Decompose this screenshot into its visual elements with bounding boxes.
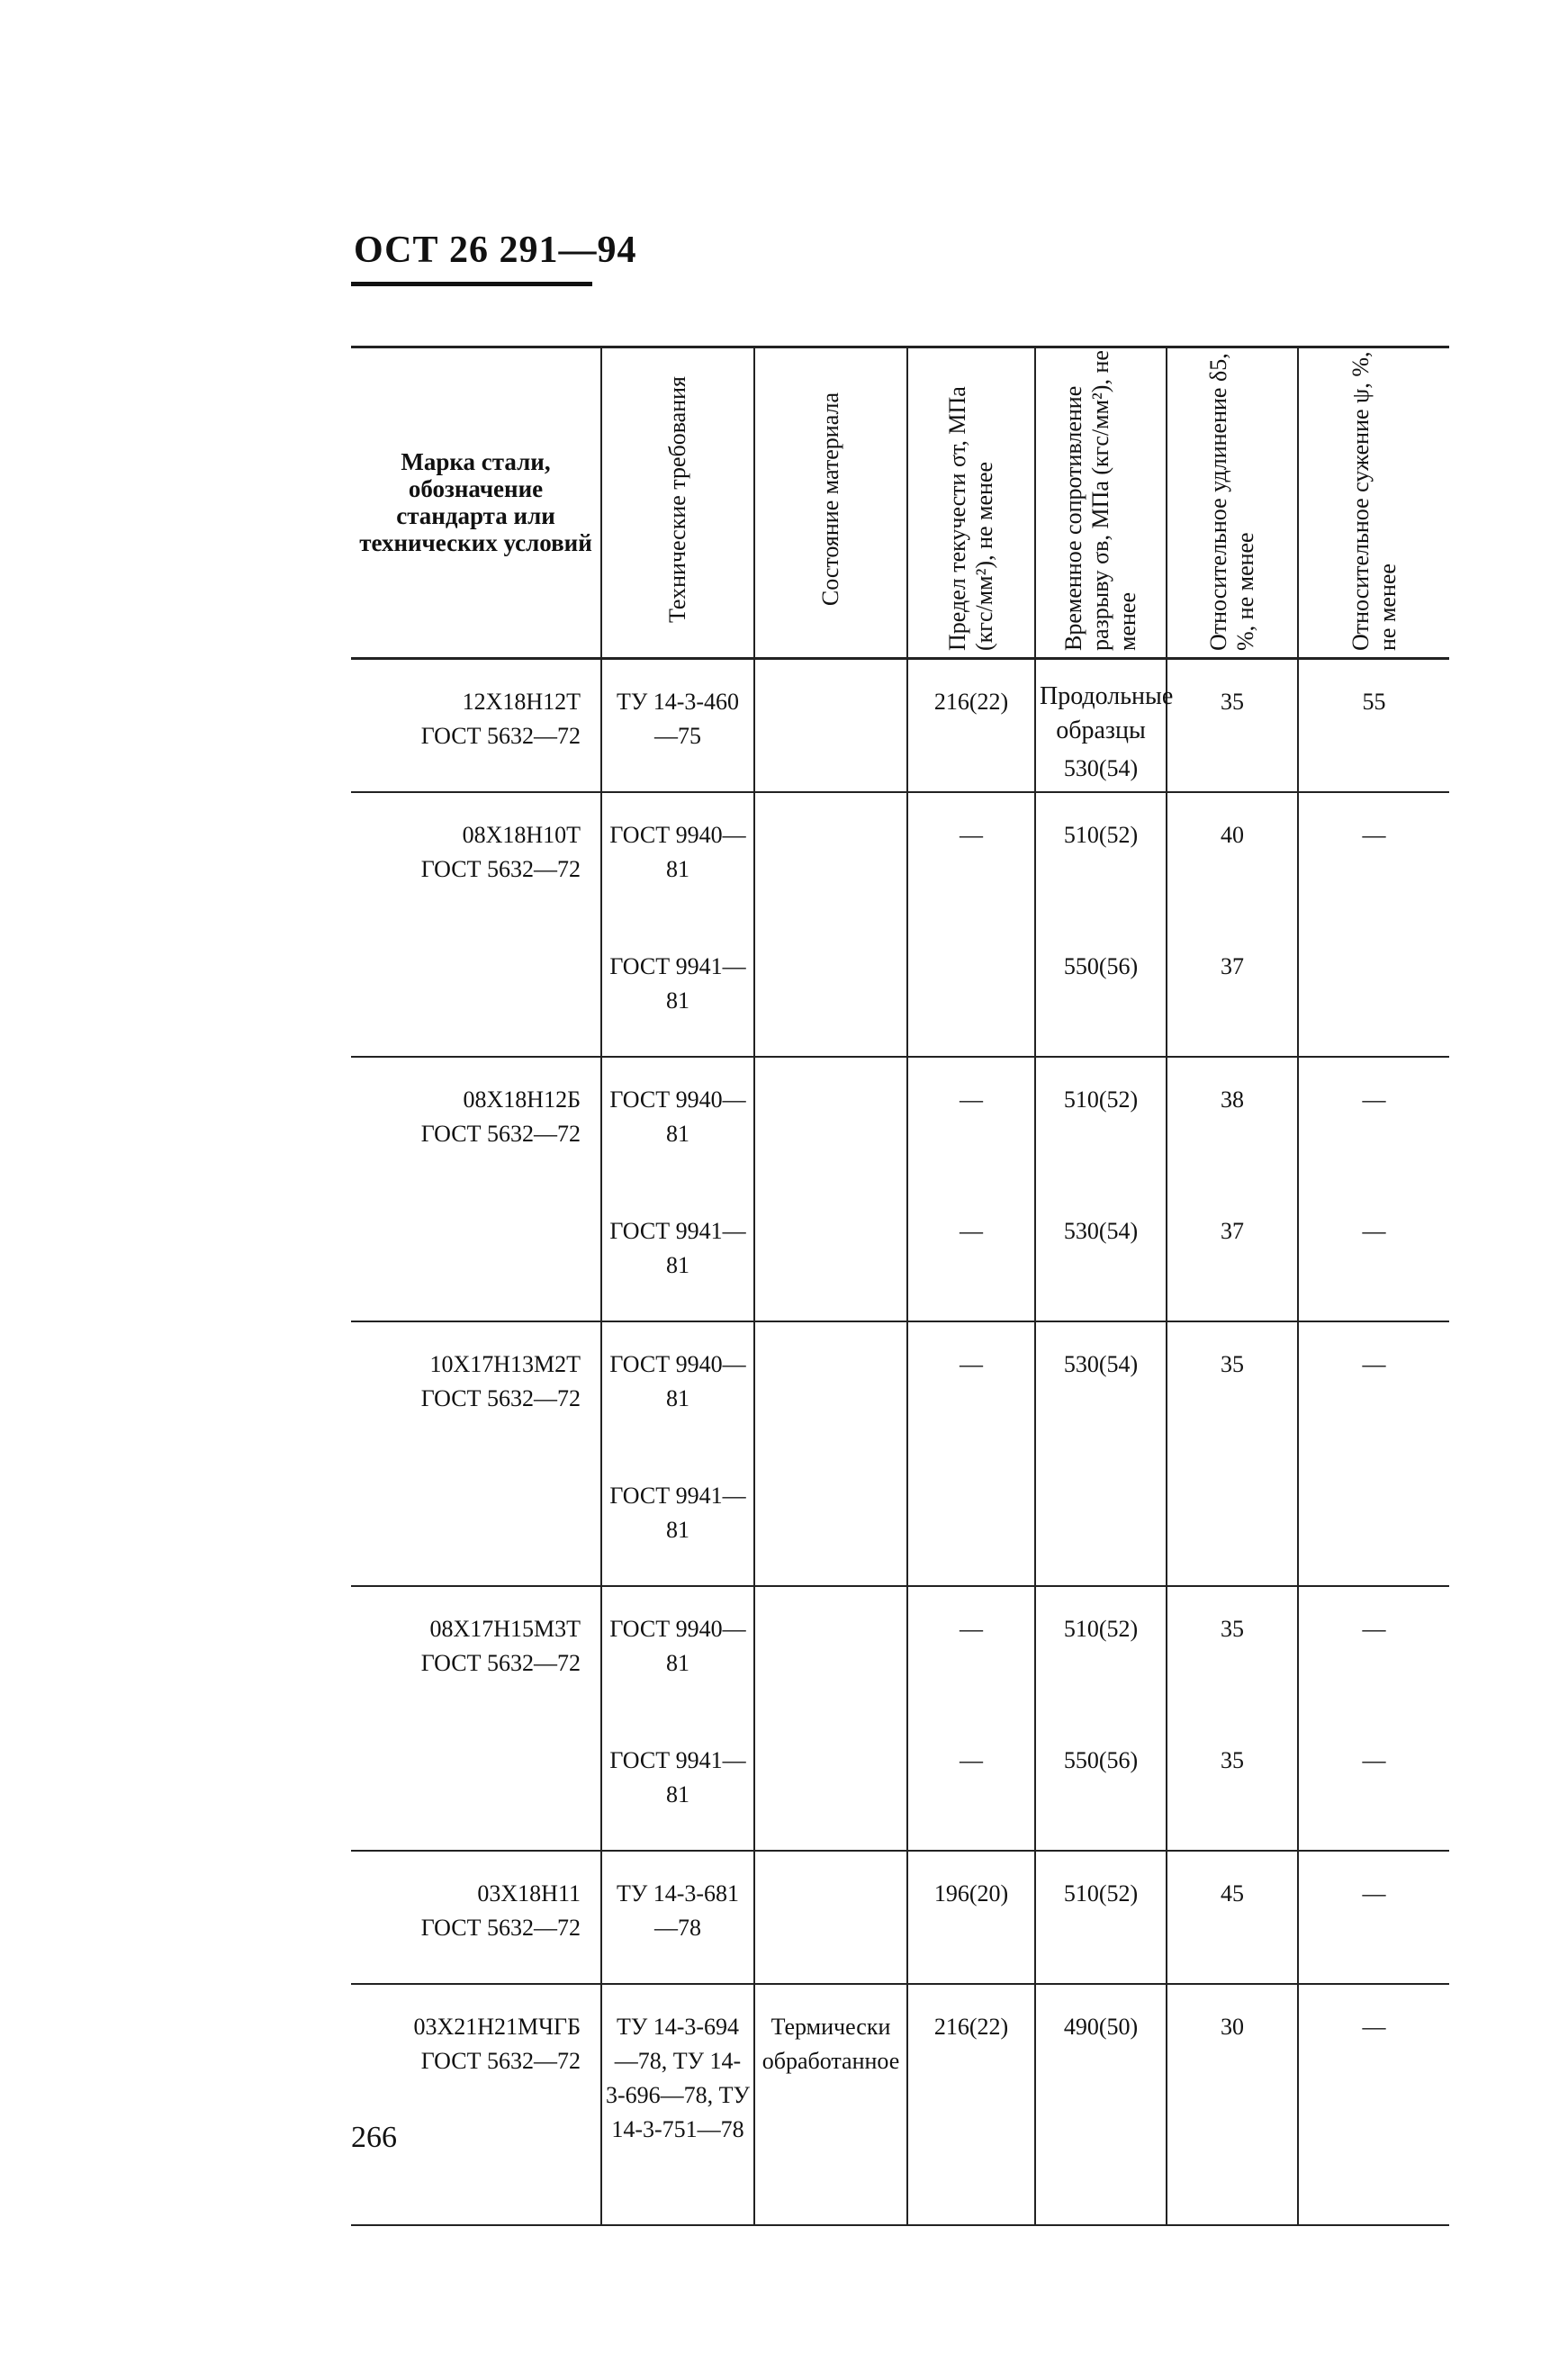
steel-grade: 03Х21Н21МЧГБ [413,2014,581,2040]
material-state-cell [754,792,907,924]
yield-strength-cell [907,1851,1035,1984]
grade-standard: ГОСТ 5632—72 [420,1121,581,1147]
material-state-cell [754,1189,907,1321]
grade-standard: ГОСТ 5632—72 [420,856,581,882]
grade-cell [351,1189,601,1321]
reduction-cell-value: — [1362,1747,1386,1773]
reduction-cell [1298,1321,1449,1454]
reduction-cell-value: — [1362,1351,1386,1377]
tensile-strength-cell-value: 530(54) [1063,1351,1139,1377]
tensile-strength-cell-value: 510(52) [1063,822,1139,848]
yield-strength-cell-value: — [960,822,983,848]
elongation-cell-value: 37 [1221,953,1244,979]
reduction-cell-value: — [1362,1616,1386,1642]
yield-strength-cell-value: — [960,1747,983,1773]
grade-cell [351,1586,601,1718]
table-row [351,792,1449,924]
tech-requirements-cell [601,792,754,924]
yield-strength-cell-value: — [960,1616,983,1642]
grade-standard: ГОСТ 5632—72 [420,1650,581,1676]
table-row [351,1321,1449,1454]
tech-requirements-cell-value: ГОСТ 9940—81 [609,1086,746,1147]
material-state-cell [754,1586,907,1718]
tensile-strength-cell [1035,1057,1167,1189]
yield-strength-cell [907,659,1035,793]
tech-requirements-cell-value: ГОСТ 9941—81 [609,1747,746,1808]
longitudinal-samples-label: Продольные образцы [1040,682,1174,744]
reduction-cell-value: — [1362,1086,1386,1113]
column-header-reduction: Относительное сужение ψ, %, не менее [1298,347,1449,659]
page-number: 266 [351,2121,397,2154]
tensile-strength-cell [1035,792,1167,924]
elongation-cell-value: 35 [1221,1351,1244,1377]
table-row [351,1984,1449,2225]
tensile-strength-cell-value: 550(56) [1063,953,1139,979]
column-header-material-state: Состояние материала [754,347,907,659]
elongation-cell [1167,792,1298,924]
tensile-strength-cell [1035,1454,1167,1586]
material-state-cell-value: Термически обработанное [761,2014,900,2074]
grade-cell [351,1454,601,1586]
grade-cell [351,1718,601,1851]
steel-grade: 08Х18Н12Б [463,1086,581,1113]
elongation-cell [1167,1586,1298,1718]
tensile-strength-cell-value: 530(54) [1063,1218,1139,1244]
steel-grade: 12Х18Н12Т [462,689,581,715]
reduction-cell-value: 55 [1362,689,1386,715]
tensile-strength-cell [1035,1189,1167,1321]
tech-requirements-cell [601,659,754,793]
table-header-row [351,347,1449,659]
table-row [351,659,1449,793]
yield-strength-cell-value: — [960,1218,983,1244]
elongation-cell-value: 35 [1221,1747,1244,1773]
elongation-cell-value: 45 [1221,1880,1244,1907]
material-state-cell [754,1321,907,1454]
yield-strength-cell [907,792,1035,924]
column-header-grade: Марка стали, обозначение стандарта или технических условий [351,347,601,659]
tech-requirements-cell [601,1851,754,1984]
tech-requirements-cell-value: ГОСТ 9941—81 [609,953,746,1014]
yield-strength-cell [907,1189,1035,1321]
yield-strength-cell-value: 216(22) [933,2014,1009,2040]
tech-requirements-cell-value: ТУ 14-3-681—78 [616,1880,740,1941]
material-state-cell [754,1851,907,1984]
yield-strength-cell-value: 196(20) [933,1880,1009,1907]
elongation-cell [1167,1321,1298,1454]
material-state-cell [754,1454,907,1586]
reduction-cell-value: — [1362,822,1386,848]
tech-requirements-cell-value: ТУ 14-3-460—75 [616,689,740,749]
tensile-strength-cell-value: 490(50) [1063,2014,1139,2040]
table-row [351,1057,1449,1189]
steel-properties-table [351,346,1449,2226]
tech-requirements-cell-value: ГОСТ 9940—81 [609,1616,746,1676]
yield-strength-cell-value: 216(22) [933,689,1009,715]
yield-strength-cell-value: — [960,1351,983,1377]
steel-grade: 10Х17Н13М2Т [429,1351,581,1377]
reduction-cell [1298,924,1449,1057]
tech-requirements-cell-value: ГОСТ 9941—81 [609,1218,746,1278]
reduction-cell [1298,1984,1449,2225]
tech-requirements-cell [601,1454,754,1586]
grade-cell [351,792,601,924]
tensile-strength-cell [1035,1321,1167,1454]
tech-requirements-cell-value: ГОСТ 9941—81 [609,1483,746,1543]
reduction-cell [1298,1586,1449,1718]
tensile-strength-cell [1035,924,1167,1057]
grade-cell [351,1057,601,1189]
tensile-strength-cell-value: 510(52) [1063,1616,1139,1642]
reduction-cell [1298,1718,1449,1851]
tech-requirements-cell [601,1321,754,1454]
elongation-cell [1167,1718,1298,1851]
table-row [351,1586,1449,1718]
elongation-cell [1167,1189,1298,1321]
yield-strength-cell-value: — [960,1086,983,1113]
tensile-strength-cell [1035,659,1174,793]
steel-grade: 03Х18Н11 [477,1880,581,1907]
elongation-cell-value: 35 [1221,1616,1244,1642]
reduction-cell-value: — [1362,1218,1386,1244]
grade-cell [351,1321,601,1454]
tensile-strength-cell [1035,1718,1167,1851]
tech-requirements-cell [601,1984,754,2225]
tech-requirements-cell [601,1189,754,1321]
elongation-cell [1167,659,1298,793]
tech-requirements-cell-value: ГОСТ 9940—81 [609,1351,746,1411]
grade-standard: ГОСТ 5632—72 [420,1385,581,1411]
tech-requirements-cell [601,1586,754,1718]
reduction-cell-value: — [1362,1880,1386,1907]
material-state-cell [754,1057,907,1189]
tensile-strength-cell-value: 510(52) [1063,1880,1139,1907]
reduction-cell [1298,1057,1449,1189]
elongation-cell [1167,1851,1298,1984]
elongation-cell-value: 38 [1221,1086,1244,1113]
material-state-cell [754,1718,907,1851]
grade-cell [351,924,601,1057]
grade-standard: ГОСТ 5632—72 [420,2048,581,2074]
elongation-cell [1167,924,1298,1057]
yield-strength-cell [907,1718,1035,1851]
reduction-cell [1298,792,1449,924]
yield-strength-cell [907,1454,1035,1586]
tensile-strength-cell-value: 530(54) [1063,755,1139,781]
table-row [351,1189,1449,1321]
yield-strength-cell [907,1321,1035,1454]
tech-requirements-cell-value: ГОСТ 9940—81 [609,822,746,882]
tech-requirements-cell [601,1057,754,1189]
column-header-yield-strength: Предел текучести σт, МПа (кгс/мм²), не менее [907,347,1035,659]
yield-strength-cell [907,1984,1035,2225]
tensile-strength-cell [1035,1984,1167,2225]
yield-strength-cell [907,1586,1035,1718]
reduction-cell [1298,1189,1449,1321]
grade-standard: ГОСТ 5632—72 [420,723,581,749]
tensile-strength-cell-value: 550(56) [1063,1747,1139,1773]
table-row [351,1454,1449,1586]
tech-requirements-cell [601,1718,754,1851]
table-row [351,1718,1449,1851]
yield-strength-cell [907,1057,1035,1189]
material-state-cell [754,924,907,1057]
elongation-cell-value: 35 [1221,689,1244,715]
grade-cell [351,1851,601,1984]
grade-standard: ГОСТ 5632—72 [420,1915,581,1941]
grade-cell [351,659,601,793]
tensile-strength-cell-value: 510(52) [1063,1086,1139,1113]
header-rule [351,282,592,286]
elongation-cell [1167,1454,1298,1586]
yield-strength-cell [907,924,1035,1057]
reduction-cell-value: — [1362,2014,1386,2040]
column-header-tech-requirements: Технические требования [601,347,754,659]
column-header-tensile-strength: Временное сопротивление разрыву σв, МПа (кгс/мм²), не менее [1035,347,1167,659]
grade-cell [351,1984,601,2225]
document-header: ОСТ 26 291—94 [354,230,637,271]
reduction-cell [1298,1851,1449,1984]
table-row [351,1851,1449,1984]
elongation-cell [1167,1057,1298,1189]
steel-grade: 08Х18Н10Т [462,822,581,848]
elongation-cell-value: 37 [1221,1218,1244,1244]
table-row [351,924,1449,1057]
material-state-cell [754,1984,907,2225]
tensile-strength-cell [1035,1586,1167,1718]
column-header-elongation: Относительное удлинение δ5, %, не менее [1167,347,1298,659]
steel-grade: 08Х17Н15М3Т [429,1616,581,1642]
material-state-cell [754,659,907,793]
reduction-cell [1298,659,1449,793]
elongation-cell [1167,1984,1298,2225]
reduction-cell [1298,1454,1449,1586]
tensile-strength-cell [1035,1851,1167,1984]
elongation-cell-value: 40 [1221,822,1244,848]
tech-requirements-cell [601,924,754,1057]
tech-requirements-cell-value: ТУ 14-3-694—78, ТУ 14-3-696—78, ТУ 14-3-751—78 [606,2014,750,2142]
elongation-cell-value: 30 [1221,2014,1244,2040]
